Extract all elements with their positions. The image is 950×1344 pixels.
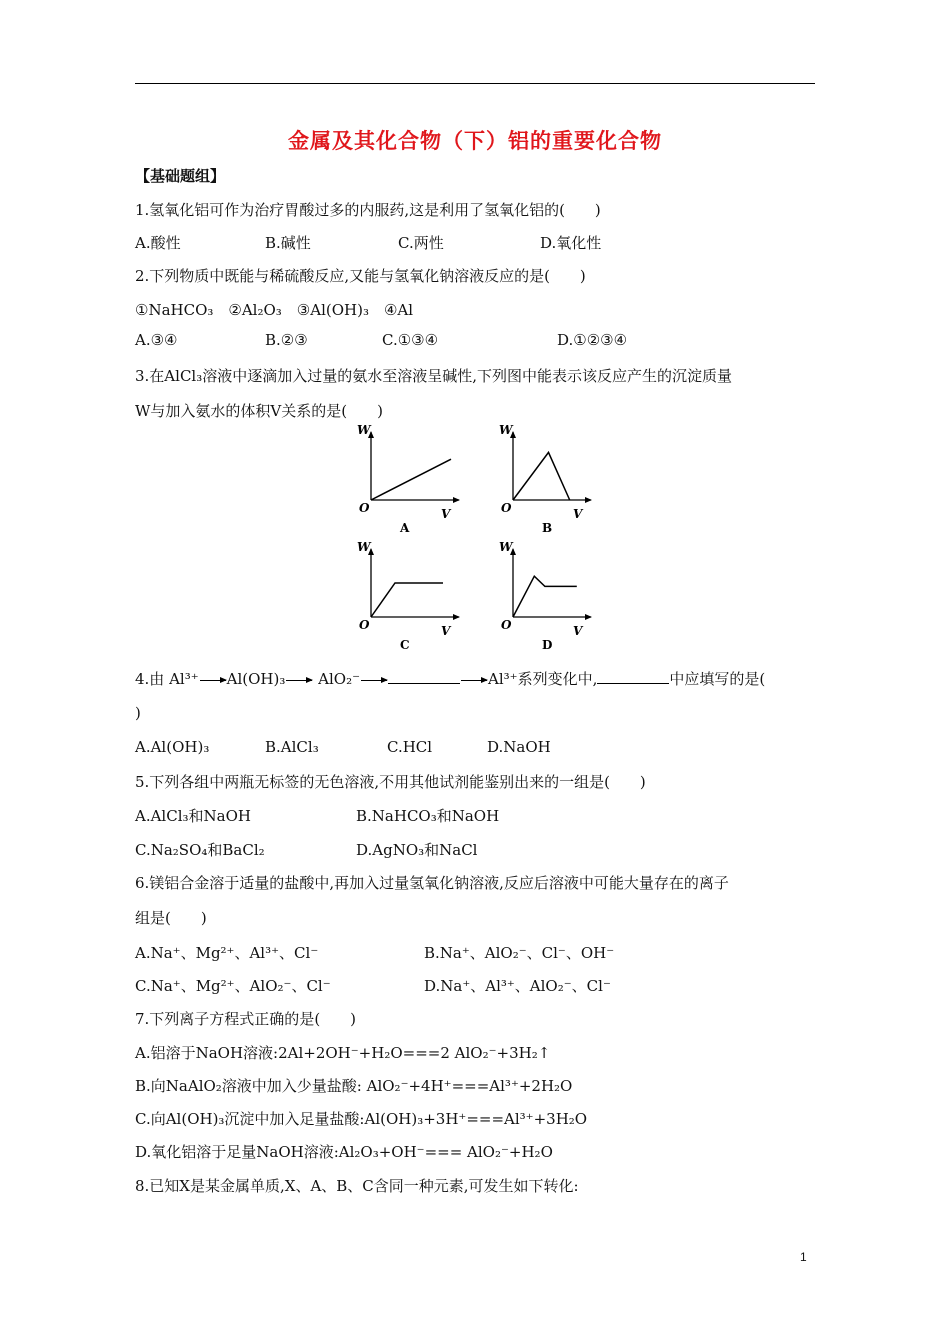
q4-suffix2: 中应填写的是( — [669, 670, 766, 688]
q5-option-d: D.AgNO₃和NaCl — [356, 841, 478, 859]
q4-line2: ) — [135, 704, 141, 722]
chart-c-origin-label: O — [359, 618, 370, 632]
q6-option-a: A.Na⁺、Mg²⁺、Al³⁺、Cl⁻ — [135, 944, 319, 962]
chart-a-x-arrow — [453, 497, 460, 503]
q3-stem-line1: 3.在AlCl₃溶液中逐滴加入过量的氨水至溶液呈碱性,下列图中能表示该反应产生的沉淀质量 — [135, 367, 733, 385]
q5-option-c: C.Na₂SO₄和BaCl₂ — [135, 841, 265, 859]
q6-option-c: C.Na⁺、Mg²⁺、AlO₂⁻、Cl⁻ — [135, 977, 331, 995]
chart-a-caption: A — [400, 521, 410, 535]
chart-a-y-label: W — [357, 423, 371, 437]
q4-blank-2 — [597, 669, 669, 684]
page-number: 1 — [800, 1250, 807, 1264]
q2-stem: 2.下列物质中既能与稀硫酸反应,又能与氢氧化钠溶液反应的是( ) — [135, 267, 586, 285]
chart-b-x-arrow — [585, 497, 592, 503]
chart-d-y-label: W — [499, 540, 513, 554]
chart-d-origin-label: O — [501, 618, 512, 632]
q4-chain-2: AlO₂⁻ — [318, 670, 361, 688]
q4-stem — [135, 668, 765, 689]
q2-option-a: A.③④ — [135, 331, 178, 349]
q4-chain-1: Al(OH)₃ — [226, 670, 286, 688]
q4-option-b: B.AlCl₃ — [265, 738, 319, 756]
q7-option-a: A.铝溶于NaOH溶液:2Al+2OH⁻+H₂O===2 AlO₂⁻+3H₂↑ — [135, 1044, 551, 1062]
q4-chain-4: Al³⁺ — [488, 670, 518, 688]
arrow-icon — [200, 680, 226, 681]
q6-stem-line1: 6.镁铝合金溶于适量的盐酸中,再加入过量氢氧化钠溶液,反应后溶液中可能大量存在的离子 — [135, 874, 729, 892]
q4-blank-1 — [388, 669, 460, 684]
q4-suffix: 系列变化中, — [517, 670, 598, 688]
chart-c-y-label: W — [357, 540, 371, 554]
chart-d-caption: D — [542, 638, 553, 652]
q1-option-d: D.氧化性 — [540, 234, 602, 252]
chart-d-x-label: V — [573, 624, 583, 638]
q4-prefix: 4.由 — [135, 670, 165, 688]
chart-c-series-line — [371, 583, 443, 617]
page-title: 金属及其化合物（下）铝的重要化合物 — [288, 129, 662, 153]
q1-option-c: C.两性 — [398, 234, 444, 252]
q4-option-a: A.Al(OH)₃ — [135, 738, 210, 756]
q4-option-d: D.NaOH — [487, 738, 551, 756]
arrow-icon — [286, 680, 312, 681]
chart-a-series-line — [371, 459, 451, 500]
chart-b-x-label: V — [573, 507, 583, 521]
q1-option-a: A.酸性 — [135, 234, 181, 252]
chart-a-origin-label: O — [359, 501, 370, 515]
chart-c-x-label: V — [441, 624, 451, 638]
arrow-icon — [361, 680, 387, 681]
chart-b-series-line — [513, 452, 570, 500]
q5-option-a: A.AlCl₃和NaOH — [135, 807, 251, 825]
chart-d-x-arrow — [585, 614, 592, 620]
chart-c-caption: C — [400, 638, 410, 652]
q6-option-b: B.Na⁺、AlO₂⁻、Cl⁻、OH⁻ — [424, 944, 615, 962]
section-heading: 【基础题组】 — [135, 167, 226, 185]
q2-option-d: D.①②③④ — [557, 331, 628, 349]
q3-stem-line2: W与加入氨水的体积V关系的是( ) — [135, 402, 383, 420]
arrow-icon — [461, 680, 487, 681]
q6-stem-line2: 组是( ) — [135, 909, 207, 927]
chart-c-x-arrow — [453, 614, 460, 620]
q1-option-b: B.碱性 — [265, 234, 311, 252]
chart-d-series-line — [513, 576, 577, 617]
q6-option-d: D.Na⁺、Al³⁺、AlO₂⁻、Cl⁻ — [424, 977, 611, 995]
chart-b-caption: B — [542, 521, 553, 535]
q5-stem: 5.下列各组中两瓶无标签的无色溶液,不用其他试剂能鉴别出来的一组是( ) — [135, 773, 646, 791]
q5-option-b: B.NaHCO₃和NaOH — [356, 807, 500, 825]
q4-chain-0: Al³⁺ — [169, 670, 199, 688]
q8-stem: 8.已知X是某金属单质,X、A、B、C含同一种元素,可发生如下转化: — [135, 1177, 579, 1195]
q1-stem: 1.氢氧化铝可作为治疗胃酸过多的内服药,这是利用了氢氧化铝的( ) — [135, 201, 601, 219]
q7-stem: 7.下列离子方程式正确的是( ) — [135, 1010, 357, 1028]
chart-b-origin-label: O — [501, 501, 512, 515]
chart-a-x-label: V — [441, 507, 451, 521]
q4-option-c: C.HCl — [387, 738, 433, 756]
q7-option-c: C.向Al(OH)₃沉淀中加入足量盐酸:Al(OH)₃+3H⁺===Al³⁺+3H₂O — [135, 1110, 588, 1128]
q7-option-b: B.向NaAlO₂溶液中加入少量盐酸: AlO₂⁻+4H⁺===Al³⁺+2H₂O — [135, 1077, 573, 1095]
q2-items: ①NaHCO₃ ②Al₂O₃ ③Al(OH)₃ ④Al — [135, 301, 414, 319]
q2-option-c: C.①③④ — [382, 331, 439, 349]
q2-option-b: B.②③ — [265, 331, 308, 349]
q7-option-d: D.氧化铝溶于足量NaOH溶液:Al₂O₃+OH⁻=== AlO₂⁻+H₂O — [135, 1143, 553, 1161]
chart-b-y-label: W — [499, 423, 513, 437]
